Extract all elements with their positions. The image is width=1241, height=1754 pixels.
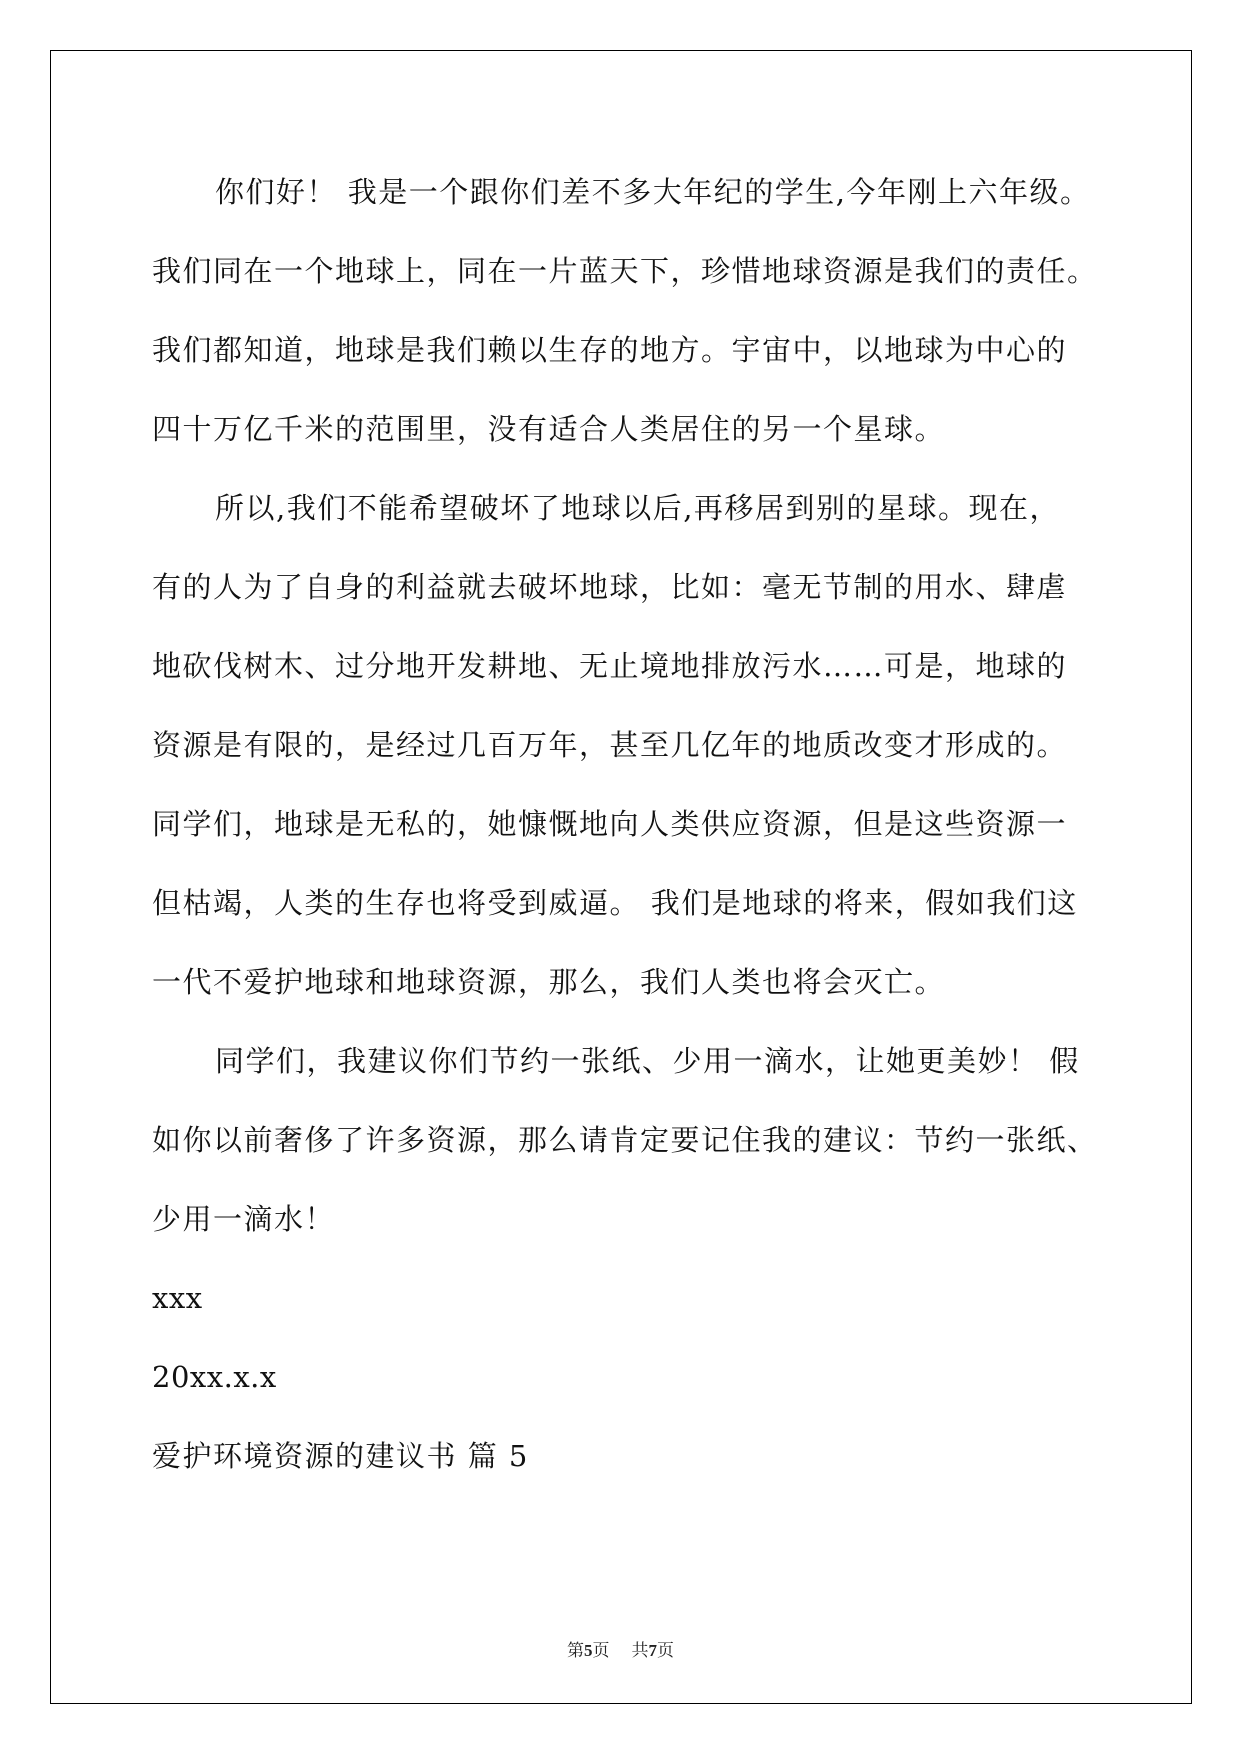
paragraph-2-line-6: 但枯竭，人类的生存也将受到威逼。 我们是地球的将来，假如我们这 [152,886,1078,920]
paragraph-2-line-7: 一代不爱护地球和地球资源，那么，我们人类也将会灭亡。 [152,965,946,999]
next-section-heading: 爱护环境资源的建议书 篇 5 [152,1439,529,1473]
paragraph-2-line-1: 所以,我们不能希望破坏了地球以后,再移居到别的星球。现在， [215,491,1060,525]
paragraph-1-line-1: 你们好！ 我是一个跟你们差不多大年纪的学生,今年刚上六年级。 [215,175,1091,209]
paragraph-2-line-3: 地砍伐树木、过分地开发耕地、无止境地排放污水……可是，地球的 [152,649,1068,683]
footer-total-number: 7 [648,1641,657,1660]
paragraph-1-line-4: 四十万亿千米的范围里，没有适合人类居住的另一个星球。 [152,412,946,446]
paragraph-3-line-2: 如你以前奢侈了许多资源，那么请肯定要记住我的建议：节约一张纸、 [152,1123,1098,1157]
paragraph-2-line-5: 同学们，地球是无私的，她慷慨地向人类供应资源，但是这些资源一 [152,807,1068,841]
page-footer [0,1640,1241,1662]
footer-total-suffix: 页 [657,1641,674,1661]
paragraph-2-line-2: 有的人为了自身的利益就去破坏地球，比如：毫无节制的用水、肆虐 [152,570,1068,604]
footer-page-suffix: 页 [592,1641,610,1661]
paragraph-3-line-1: 同学们，我建议你们节约一张纸、少用一滴水，让她更美妙！ 假 [215,1044,1080,1078]
paragraph-1-line-3: 我们都知道，地球是我们赖以生存的地方。宇宙中，以地球为中心的 [152,333,1068,367]
footer-page-number: 5 [584,1641,593,1660]
paragraph-1-line-2: 我们同在一个地球上，同在一片蓝天下，珍惜地球资源是我们的责任。 [152,254,1098,288]
footer-total-prefix: 共 [631,1641,649,1661]
paragraph-3-line-3: 少用一滴水！ [152,1202,336,1236]
signature: xxx [152,1281,203,1315]
date: 20xx.x.x [152,1360,277,1394]
paragraph-2-line-4: 资源是有限的，是经过几百万年，甚至几亿年的地质改变才形成的。 [152,728,1068,762]
footer-page-prefix: 第 [567,1641,584,1661]
